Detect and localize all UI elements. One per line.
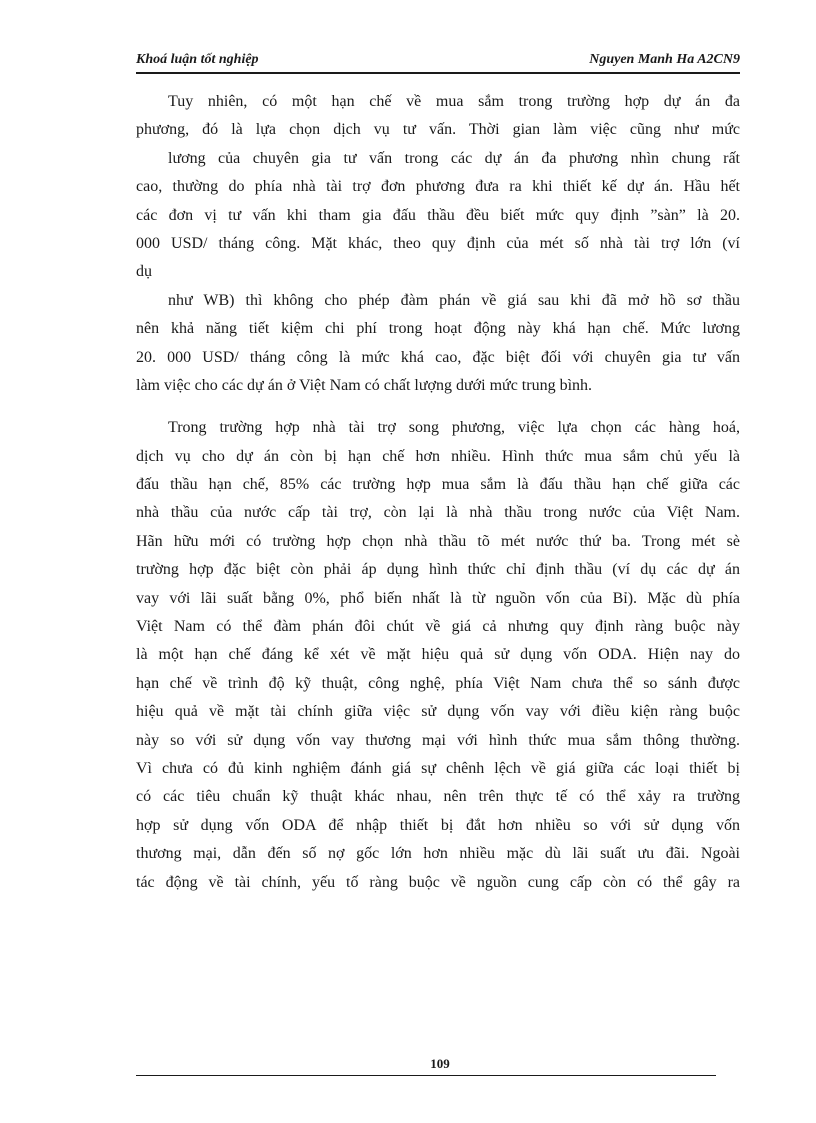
text-line: các đơn vị tư vấn khi tham gia đấu thầu đều biết mức quy định ”sàn” là 20.: [136, 206, 740, 224]
text-line: hiệu quả về mặt tài chính giữa việc sử dụng vốn vay với điều kiện ràng buộc: [136, 703, 740, 721]
text-line: Hãn hữu mới có trường hợp chọn nhà thầu tõ mét nước thứ ba. Trong mét sè: [136, 532, 740, 550]
page-header: [136, 50, 740, 74]
text-line: đấu thầu hạn chế, 85% các trường hợp mua sắm là đấu thầu hạn chế giữa các: [136, 476, 740, 494]
text-line: vay với lãi suất bằng 0%, phổ biến nhất là từ nguồn vốn của Bỉ). Mặc dù phía: [136, 589, 740, 607]
text-line: Trong trường hợp nhà tài trợ song phương, việc lựa chọn các hàng hoá,: [168, 419, 740, 437]
text-line: làm việc cho các dự án ở Việt Nam có chất lượng dưới mức trung bình.: [136, 376, 593, 394]
page-number: 109: [430, 1056, 450, 1071]
footer-divider: [136, 1075, 716, 1076]
text-line: cao, thường do phía nhà tài trợ đơn phương đưa ra khi thiết kế dự án. Hầu hết: [136, 178, 740, 196]
text-line: thương mại, dẫn đến số nợ gốc lớn hơn nhiều mặc dù lãi suất ưu đãi. Ngoài: [136, 845, 740, 863]
text-line: Việt Nam có thể đàm phán đôi chút về giá cả nhưng quy định ràng buộc này: [136, 618, 740, 636]
text-line: hợp sử dụng vốn ODA để nhập thiết bị đắt hơn nhiều so với sử dụng vốn: [136, 816, 740, 834]
text-line: lương của chuyên gia tư vấn trong các dự án đa phương nhìn chung rất: [168, 149, 740, 167]
text-line: như WB) thì không cho phép đàm phán về giá sau khi đã mở hồ sơ thầu: [168, 291, 740, 309]
text-line: hạn chế về trình độ kỹ thuật, công nghệ, phía Việt Nam chưa thể so sánh được: [136, 674, 740, 692]
text-line: Vì chưa có đủ kinh nghiệm đánh giá sự chênh lệch về giá giữa các loại thiết bị: [136, 759, 740, 777]
text-line: nhà thầu của nước cấp tài trợ, còn lại là nhà thầu trong nước của Việt Nam.: [136, 504, 740, 522]
document-body: [136, 88, 740, 911]
text-line: có các tiêu chuẩn kỹ thuật khác nhau, nên trên thực tế có thể xảy ra trường: [136, 788, 740, 806]
text-line: 000 USD/ tháng công. Mặt khác, theo quy định của mét số nhà tài trợ lớn (ví: [136, 234, 740, 252]
text-line: phương, đó là lựa chọn dịch vụ tư vấn. Thời gian làm việc cũng như mức: [136, 121, 740, 139]
text-line: dụ: [136, 263, 152, 281]
text-line: là một hạn chế đáng kể xét về mặt hiệu quả sử dụng vốn ODA. Hiện nay do: [136, 646, 740, 664]
text-line: trường hợp đặc biệt còn phải áp dụng hình thức chỉ định thầu (ví dụ các dự án: [136, 561, 740, 579]
text-line: Tuy nhiên, có một hạn chế về mua sắm trong trường hợp dự án đa: [168, 93, 740, 110]
paragraph-2: [136, 414, 740, 897]
header-author: Nguyen Manh Ha A2CN9: [589, 52, 740, 67]
paragraph-1: [136, 88, 740, 400]
text-line: này so với sử dụng vốn vay thương mại với hình thức mua sắm thông thường.: [136, 731, 740, 749]
header-thesis-title: Khoá luận tốt nghiệp: [136, 52, 259, 67]
text-line: dịch vụ cho dự án còn bị hạn chế hơn nhiều. Hình thức mua sắm chủ yếu là: [136, 447, 740, 465]
text-line: nên khả năng tiết kiệm chi phí trong hoạt động này khá hạn chế. Mức lương: [136, 320, 740, 338]
text-line: tác động về tài chính, yếu tố ràng buộc về nguồn cung cấp còn có thể gây ra: [136, 873, 740, 891]
text-line: 20. 000 USD/ tháng công là mức khá cao, đặc biệt đối với chuyên gia tư vấn: [136, 348, 740, 366]
